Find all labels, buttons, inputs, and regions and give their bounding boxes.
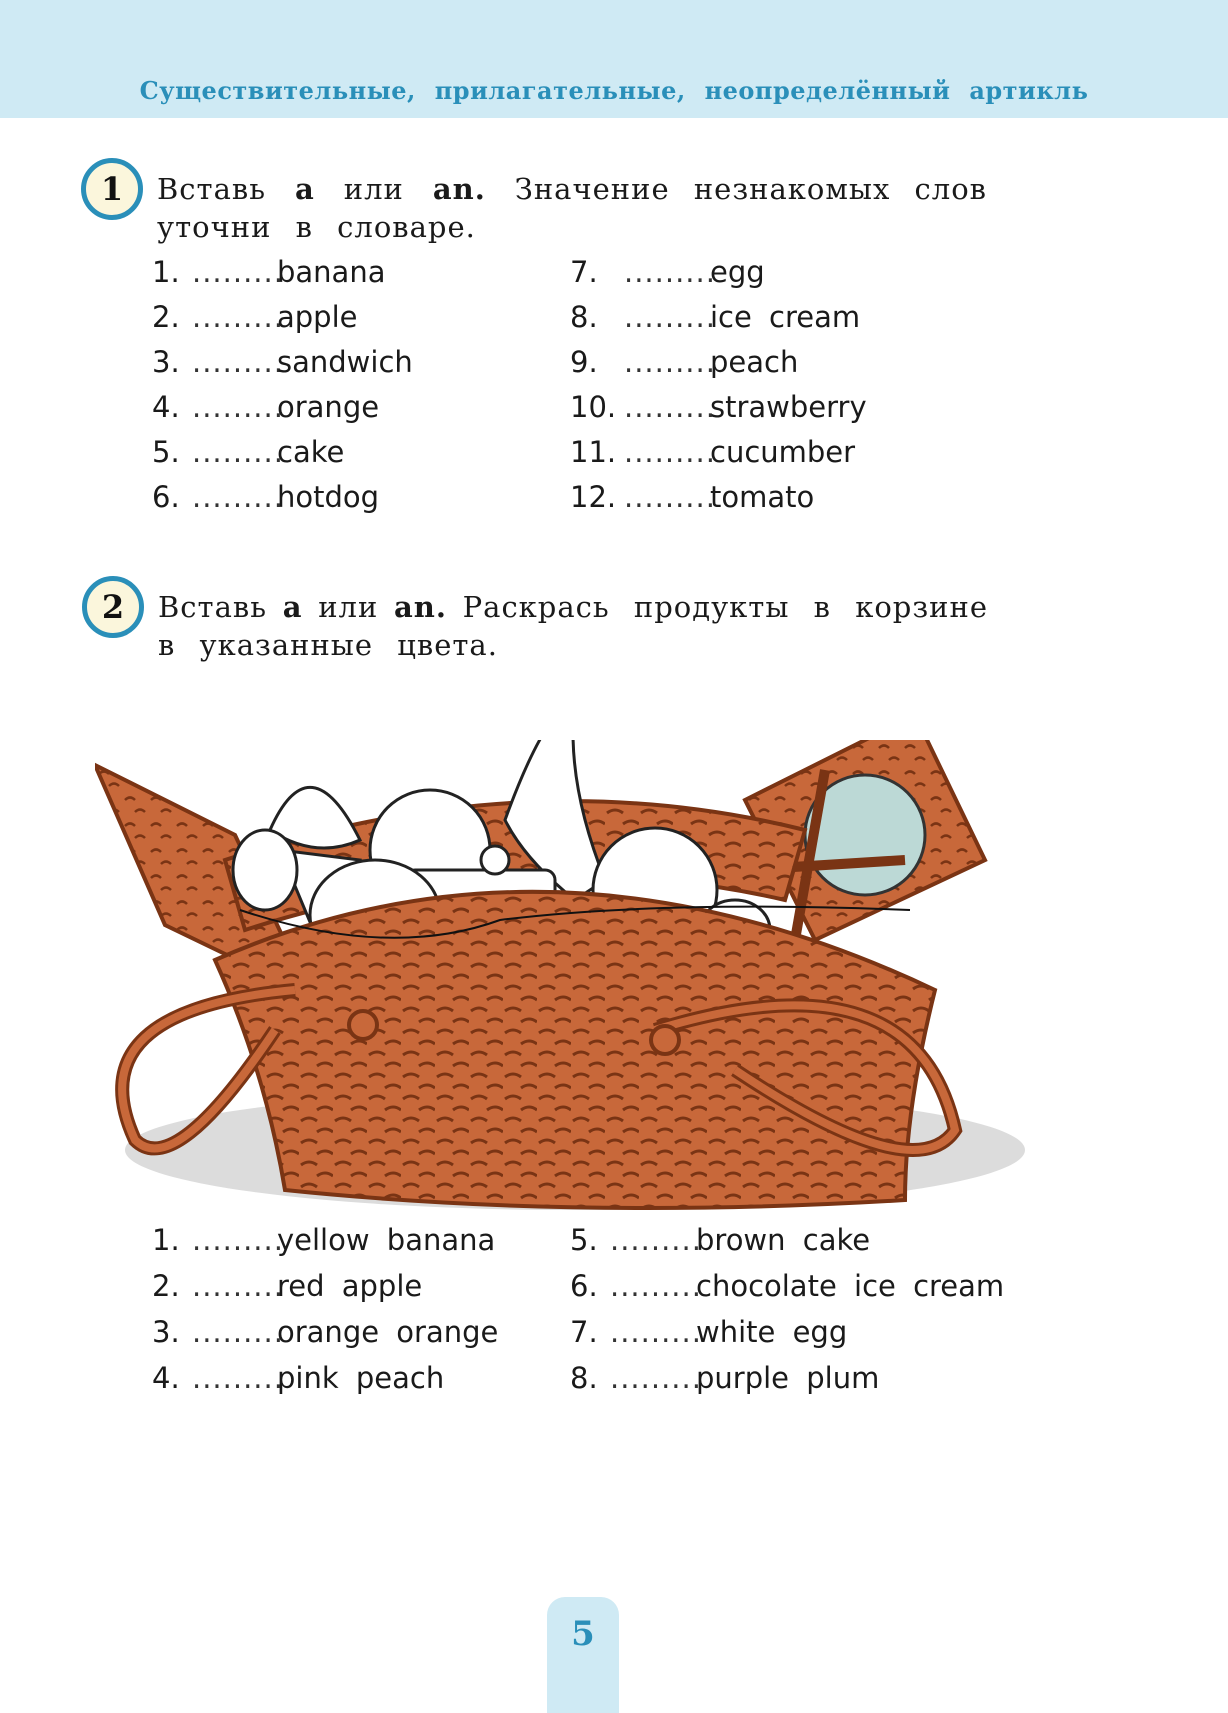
list-item: [150, 389, 550, 429]
item-number: 8.: [570, 1361, 598, 1395]
basket-body: [215, 892, 935, 1208]
exercise-2-badge: [82, 576, 144, 638]
instruction-line-1: Вставь a или an. Раскрась продукты в корзине: [158, 590, 988, 624]
answer-blank[interactable]: .........: [192, 345, 284, 379]
answer-blank[interactable]: .........: [624, 435, 716, 469]
item-number: 3.: [152, 1315, 180, 1349]
exercise-number: 1: [100, 170, 124, 208]
item-word: peach: [710, 345, 799, 379]
item-number: 5.: [152, 435, 180, 469]
list-item: [570, 1314, 1010, 1354]
item-number: 10.: [570, 390, 617, 424]
item-number: 5.: [570, 1223, 598, 1257]
list-item: [150, 1222, 550, 1262]
answer-blank[interactable]: .........: [192, 390, 284, 424]
answer-blank[interactable]: .........: [610, 1223, 702, 1257]
item-number: 4.: [152, 1361, 180, 1395]
item-word: red apple: [277, 1269, 423, 1303]
item-number: 7.: [570, 1315, 598, 1349]
item-number: 1.: [152, 1223, 180, 1257]
item-word: orange orange: [277, 1315, 499, 1349]
item-number: 12.: [570, 480, 617, 514]
exercise-2-instruction: [158, 588, 988, 664]
exercise-1-instruction: [157, 170, 987, 246]
answer-blank[interactable]: .........: [624, 255, 716, 289]
handle-rivet: [651, 1026, 679, 1054]
list-item: [150, 1268, 550, 1308]
list-item: [570, 1360, 1010, 1400]
egg-icon: [233, 830, 297, 910]
list-item: [570, 389, 990, 429]
item-word: apple: [277, 300, 358, 334]
list-item: [150, 479, 550, 519]
answer-blank[interactable]: .........: [192, 480, 284, 514]
page-number: 5: [571, 1614, 595, 1654]
answer-blank[interactable]: .........: [624, 480, 716, 514]
answer-blank[interactable]: .........: [624, 345, 716, 379]
item-word: strawberry: [710, 390, 867, 424]
list-item: [570, 344, 990, 384]
answer-blank[interactable]: .........: [192, 255, 284, 289]
list-item: [570, 1268, 1010, 1308]
item-word: white egg: [696, 1315, 848, 1349]
list-item: [150, 434, 550, 474]
answer-blank[interactable]: .........: [610, 1315, 702, 1349]
item-number: 3.: [152, 345, 180, 379]
item-number: 7.: [570, 255, 598, 289]
item-word: banana: [277, 255, 386, 289]
answer-blank[interactable]: .........: [192, 435, 284, 469]
answer-blank[interactable]: .........: [624, 390, 716, 424]
answer-blank[interactable]: .........: [192, 1269, 284, 1303]
item-word: ice cream: [710, 300, 861, 334]
answer-blank[interactable]: .........: [610, 1361, 702, 1395]
answer-blank[interactable]: .........: [610, 1269, 702, 1303]
list-item: [150, 1360, 550, 1400]
item-word: cake: [277, 435, 345, 469]
list-item: [150, 254, 550, 294]
list-item: [150, 344, 550, 384]
cherry-icon: [481, 846, 509, 874]
exercise-number: 2: [101, 588, 125, 626]
list-item: [570, 479, 990, 519]
list-item: [570, 254, 990, 294]
item-number: 6.: [570, 1269, 598, 1303]
answer-blank[interactable]: .........: [192, 1315, 284, 1349]
item-word: hotdog: [277, 480, 380, 514]
list-item: [570, 299, 990, 339]
item-word: chocolate ice cream: [696, 1269, 1005, 1303]
item-word: purple plum: [696, 1361, 880, 1395]
item-number: 9.: [570, 345, 598, 379]
answer-blank[interactable]: .........: [192, 1361, 284, 1395]
item-word: pink peach: [277, 1361, 445, 1395]
page-header-title: Существительные, прилагательные, неопределённый артикль: [139, 76, 1089, 105]
item-word: brown cake: [696, 1223, 871, 1257]
exercise-1-badge: [81, 158, 143, 220]
list-item: [570, 434, 990, 474]
item-number: 8.: [570, 300, 598, 334]
item-word: sandwich: [277, 345, 413, 379]
item-number: 1.: [152, 255, 180, 289]
item-word: egg: [710, 255, 765, 289]
item-word: tomato: [710, 480, 815, 514]
list-item: [150, 299, 550, 339]
handle-rivet: [349, 1011, 377, 1039]
list-item: [150, 1314, 550, 1354]
item-number: 4.: [152, 390, 180, 424]
item-word: cucumber: [710, 435, 856, 469]
instruction-line-2: в указанные цвета.: [158, 628, 498, 662]
item-word: orange: [277, 390, 380, 424]
item-number: 11.: [570, 435, 617, 469]
item-number: 6.: [152, 480, 180, 514]
item-word: yellow banana: [277, 1223, 496, 1257]
item-number: 2.: [152, 1269, 180, 1303]
answer-blank[interactable]: .........: [192, 1223, 284, 1257]
answer-blank[interactable]: .........: [192, 300, 284, 334]
item-number: 2.: [152, 300, 180, 334]
instruction-line-2: уточни в словаре.: [157, 210, 476, 244]
list-item: [570, 1222, 1010, 1262]
instruction-line-1: Вставь a или an. Значение незнакомых слов: [157, 172, 987, 206]
answer-blank[interactable]: .........: [624, 300, 716, 334]
